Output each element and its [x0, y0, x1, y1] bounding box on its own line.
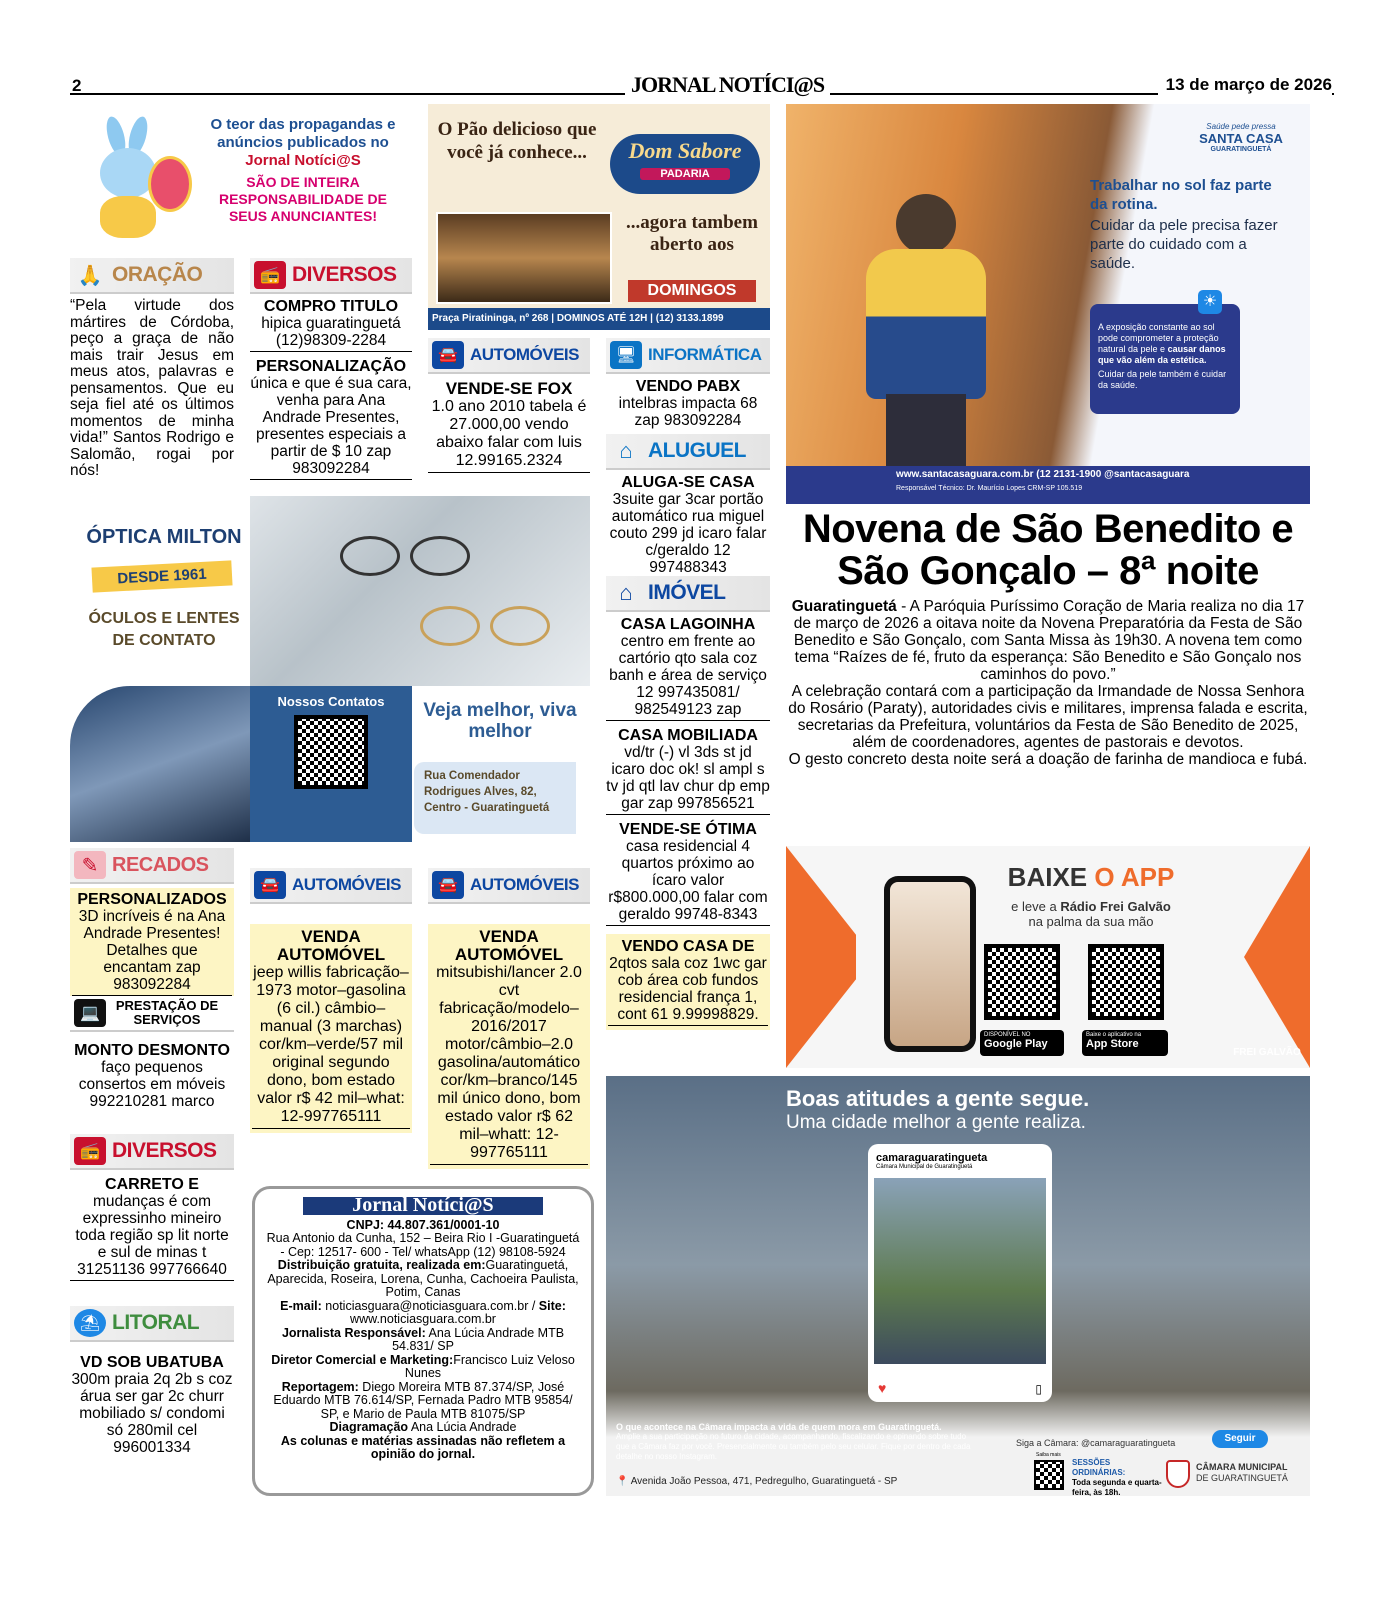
camara-headline: Boas atitudes a gente segue. — [786, 1086, 1090, 1111]
santa-casa-ad — [786, 104, 1310, 504]
optica-qr-code — [294, 715, 368, 789]
frei-galvao-logo: FREI GALVÃO — [1233, 1047, 1301, 1058]
optica-name: ÓPTICA MILTON — [86, 526, 242, 548]
expedient-jr-label: Jornalista Responsável: — [281, 1325, 426, 1340]
automoveis-ad-2-body: jeep willis fabricação–1973 motor–gasolina (6 cil.) câmbio–manual (3 marchas) cor/km–verde/57 mil original segundo dono, bom estado valor r$ 42 mil–what: 12-997765111 — [252, 964, 410, 1129]
camara-address-bar — [606, 1468, 1026, 1496]
car-icon: 🚘 — [432, 341, 464, 369]
litoral-ad — [70, 1354, 234, 1456]
disclaimer-brand: Jornal Notíci@S — [245, 152, 361, 169]
bakery-address: Praça Piratininga, nº 268 | DOMINOS ATÉ 12H | (12) 3133.1899 — [428, 308, 770, 330]
diversos-section-1 — [250, 258, 412, 480]
expedient-dir: Francisco Luiz Veloso Nunes — [404, 1352, 575, 1380]
imovel-ad-3-body: casa residencial 4 quartos próximo ao ícaro valor r$800.000,00 falar com geraldo 99748-8343 — [606, 838, 770, 926]
automoveis-ad-3 — [428, 924, 590, 1169]
automoveis-header-2 — [250, 868, 412, 904]
expedient-address: Rua Antonio da Cunha, 152 – Beira Rio I -Guaratinguetá - Cep: 12517- 600 - Tel/ whatsApp (12) 98108-5924 — [266, 1231, 580, 1259]
informatica-ad-body: intelbras impacta 68 zap 983092284 — [618, 395, 758, 429]
expedient-rep: Diego Moreira MTB 87.374/SP, José Eduardo MTB 76.614/SP, Fernada Padro MTB 95854/ SP, e Mario de Paula MTB 81075/SP — [273, 1379, 573, 1421]
expedient-dir-label: Diretor Comercial e Marketing: — [271, 1352, 454, 1367]
diversos-ad-2-title: PERSONALIZAÇÃO — [255, 358, 407, 375]
santa-casa-headline: Trabalhar no sol faz parte da rotina. — [1090, 177, 1272, 213]
expedient-site: www.noticiasguara.com.br — [350, 1312, 496, 1326]
google-play-small: DISPONÍVEL NO — [984, 1032, 1031, 1038]
santa-casa-slogan: Saúde pede pressa — [1206, 122, 1276, 131]
app-ad-title-a: BAIXE — [1007, 862, 1088, 892]
litoral-ad-body: 300m praia 2q 2b s coz árua ser gar 2c churr mobiliado s/ condomi só 280mil cel 996001334 — [71, 1371, 233, 1456]
automoveis-ad-1 — [428, 380, 590, 473]
santa-casa-footer: www.santacasaguara.com.br (12 2131-1900 @santacasaguara — [896, 469, 1190, 480]
automoveis-ad-2-title: VENDA AUTOMÓVEL — [276, 927, 386, 964]
bakery-name: Dom Sabore — [628, 138, 742, 163]
expedient-dist: Guaratinguetá, Aparecida, Roseira, Lorena, Cunha, Cachoeira Paulista, Potim, Canas — [267, 1258, 579, 1299]
imovel-ad-3-title: VENDE-SE ÓTIMA — [619, 821, 757, 838]
app-ad-line1 — [966, 899, 1216, 914]
diversos-ad-3-title: CARRETO E — [105, 1176, 199, 1193]
imovel-ad-4-title: VENDO CASA DE — [621, 938, 755, 955]
expedient-journalist — [263, 1327, 583, 1354]
automoveis-section-3 — [428, 868, 590, 1169]
prestacao-ad — [70, 1042, 234, 1110]
automoveis-ad-2 — [250, 924, 412, 1133]
prestacao-ad-body: faço pequenos consertos em móveis 992210281 marco — [78, 1059, 226, 1110]
recados-section — [70, 848, 234, 999]
expedient-jr: Ana Lúcia Andrade MTB 54.831/ SP — [392, 1325, 565, 1353]
lenses-photo — [70, 686, 250, 842]
prestacao-section — [70, 996, 234, 1110]
heart-icon[interactable]: ♥ — [878, 1380, 887, 1396]
camara-subhead: Uma cidade melhor a gente realiza. — [786, 1112, 1086, 1133]
santa-casa-box-c: Cuidar da pele também é cuidar da saúde. — [1098, 369, 1227, 390]
diversos-section-2 — [70, 1134, 234, 1281]
bakery-ad — [428, 104, 770, 330]
santa-casa-name: SANTA CASA — [1199, 131, 1283, 146]
camara-saiba: Saiba mais — [1036, 1452, 1061, 1458]
diversos-title-1: DIVERSOS — [292, 263, 397, 286]
optica-since: DESDE 1961 — [91, 560, 232, 592]
expedient-contact — [263, 1300, 583, 1327]
automoveis-title-2: AUTOMÓVEIS — [292, 875, 401, 894]
oracao-body: “Pela virtude dos mártires de Córdoba, peço a graça de não mais trair Jesus em meus atos, palavras e pensamentos. Que eu seja fiel até os últimos momentos de minha vida!” Santos Rodrigo e Salomão, rogai por nós! — [70, 297, 234, 479]
story-paragraph-1 — [786, 598, 1310, 683]
instagram-post-card — [868, 1144, 1052, 1402]
imovel-section — [606, 576, 770, 1030]
pencil-icon: ✎ — [74, 851, 106, 879]
imovel-header — [606, 576, 770, 612]
praying-hands-icon: 🙏 — [77, 264, 103, 287]
expedient-dist-label: Distribuição gratuita, realizada em: — [277, 1258, 486, 1272]
automoveis-header-3 — [428, 868, 590, 904]
aluguel-header — [606, 434, 770, 470]
camara-handle-sub: Câmara Municipal de Guaratinguetá — [876, 1164, 973, 1170]
camara-sessions-label: SESSÕES ORDINÁRIAS: — [1072, 1458, 1126, 1477]
expedient-distribution — [263, 1259, 583, 1300]
imovel-ad-1-title: CASA LAGOINHA — [620, 616, 756, 633]
optica-contact-panel — [250, 686, 412, 842]
masthead: JORNAL NOTÍCI@S — [625, 72, 830, 98]
story-paragraph-2: A celebração contará com a participação da Irmandade de Nossa Senhora do Rosário (Paraty), autoridades civis e militares, imprensa falada e escrita, secretarias da Prefeitura, voluntários da Festa de São Benedito de 2025, além de coordenadores, agentes de pastorais e devotos. — [788, 683, 1308, 751]
radio-icon: 📻 — [254, 261, 286, 289]
optica-slogan: Veja melhor, viva melhor — [423, 700, 577, 742]
radio-app-ad — [786, 846, 1310, 1068]
informatica-ad-title: VENDO PABX — [635, 378, 741, 395]
diversos-ad-2 — [250, 358, 412, 480]
recados-header — [70, 848, 234, 884]
expedient-diag-label: Diagramação — [329, 1420, 409, 1434]
aluguel-title: ALUGUEL — [648, 439, 746, 462]
recados-ad-title: PERSONALIZADOS — [77, 891, 227, 908]
google-play-qr-code — [984, 944, 1060, 1020]
camara-org: CÂMARA MUNICIPAL — [1196, 1462, 1288, 1472]
couple-photo — [874, 1178, 1046, 1364]
santa-casa-info-box — [1090, 304, 1240, 414]
disclaimer-ad — [70, 104, 410, 249]
issue-date: 13 de março de 2026 — [1158, 75, 1332, 95]
camara-body: Amplie a sua participação no futuro da cidade, acompanhando, fiscalizando e opinando sobre tudo que a Câmara faz por você. Presencialmente ou também pelo seu celular. Fique por dentro de cada detalhe no nosso Instagram. — [616, 1432, 971, 1461]
camara-body-bold: O que acontece na Câmara impacta a vida de quem mora em Guaratinguetá. — [616, 1422, 942, 1432]
automoveis-title-1: AUTOMÓVEIS — [470, 345, 579, 364]
expedient-email-label: E-mail: — [280, 1298, 322, 1313]
page-number: 2 — [72, 76, 82, 95]
imovel-ad-4 — [606, 934, 770, 1030]
expedient-layout — [263, 1421, 583, 1435]
imovel-ad-1 — [606, 616, 770, 721]
automoveis-header-1 — [428, 338, 590, 374]
imovel-ad-2-body: vd/tr (-) vl 3ds st jd icaro doc ok! sl ampl s tv jd qtl lav chur dp emp gar zap 997856521 — [606, 744, 770, 815]
app-ad-line1-b: Rádio Frei Galvão — [1060, 899, 1171, 914]
automoveis-section-2 — [250, 868, 412, 1133]
diversos-ad-1-body: hipica guaratinguetá (12)98309-2284 — [250, 315, 412, 352]
expedient-disclaimer: As colunas e matérias assinadas não refletem a opinião do jornal. — [280, 1433, 566, 1461]
app-store-label: App Store — [1086, 1038, 1139, 1050]
house-icon: ⌂ — [619, 438, 633, 463]
prestacao-title: PRESTAÇÃO DE SERVIÇOS — [115, 998, 219, 1027]
phone-mockup — [884, 876, 976, 1052]
glasses-photo — [250, 496, 590, 686]
app-store-small: Baixe o aplicativo na — [1086, 1032, 1142, 1038]
oracao-section — [70, 258, 234, 480]
camara-follow: Siga a Câmara: @camaraguaratingueta — [1016, 1438, 1176, 1448]
imovel-ad-3 — [606, 821, 770, 926]
bakery-tagline: O Pão delicioso que você já conhece... — [437, 119, 597, 163]
bakery-type: PADARIA — [640, 168, 730, 180]
litoral-title: LITORAL — [112, 1311, 200, 1334]
automoveis-ad-1-body: 1.0 ano 2010 tabela é 27.000,00 vendo abaixo falar com luis 12.99165.2324 — [428, 398, 590, 473]
news-story — [786, 508, 1310, 768]
informatica-ad — [606, 378, 770, 429]
aluguel-ad — [606, 474, 770, 579]
santa-casa-box-b: causar danos que vão além da estética. — [1098, 344, 1226, 365]
beach-umbrella-icon: ⛱ — [74, 1309, 106, 1337]
camara-address: Avenida João Pessoa, 471, Pedregulho, Guaratinguetá - SP — [630, 1476, 898, 1487]
google-play-badge[interactable] — [980, 1030, 1064, 1056]
expedient-rep-label: Reportagem: — [281, 1379, 359, 1394]
optica-contacts-label: Nossos Contatos — [277, 694, 385, 709]
story-dateline: Guaratinguetá — [791, 598, 897, 615]
expedient-logo: Jornal Notíci@S — [303, 1197, 543, 1215]
laptop-worker-icon: 💻 — [74, 999, 106, 1027]
app-ad-title — [966, 862, 1216, 893]
google-play-label: Google Play — [984, 1038, 1048, 1050]
expedient-diag: Ana Lúcia Andrade — [408, 1420, 517, 1434]
optica-address: Rua Comendador Rodrigues Alves, 82, Centro - Guaratinguetá — [414, 762, 576, 834]
app-store-qr-code — [1088, 944, 1164, 1020]
imovel-ad-1-body: centro em frente ao cartório qto sala coz banh e área de serviço 12 997435081/ 982549123 zap — [606, 633, 770, 721]
santa-casa-responsible: Responsável Técnico: Dr. Maurício Lopes CRM-SP 105.519 — [896, 485, 1083, 492]
imovel-title: IMÓVEL — [648, 581, 726, 604]
camara-sessions: Toda segunda e quarta-feira, às 18h. — [1072, 1478, 1162, 1496]
expedient-site-label: Site: — [538, 1298, 566, 1313]
recados-title: RECADOS — [112, 853, 209, 876]
house-icon: ⌂ — [619, 580, 633, 605]
informatica-section — [606, 338, 770, 429]
automoveis-ad-3-title: VENDA AUTOMÓVEL — [454, 927, 564, 964]
optica-products: ÓCULOS E LENTES DE CONTATO — [88, 610, 240, 649]
oracao-title: ORAÇÃO — [112, 263, 203, 286]
santa-casa-box-a: A exposição constante ao sol pode comprometer a proteção natural da pele e — [1098, 322, 1219, 354]
camara-ad — [606, 1076, 1310, 1496]
story-paragraph-3: O gesto concreto desta noite será a doação de farinha de mandioca e fubá. — [788, 751, 1308, 768]
sun-icon: ☀ — [1198, 290, 1222, 314]
diversos-header-1 — [250, 258, 412, 294]
recados-ad-body: 3D incríveis é na Ana Andrade Presentes! Detalhes que encantam zap 983092284 — [72, 908, 232, 996]
bakery-days: DOMINGOS — [628, 280, 756, 302]
camara-org-city: DE GUARATINGUETÁ — [1196, 1473, 1288, 1483]
litoral-ad-title: VD SOB UBATUBA — [80, 1354, 224, 1371]
aluguel-ad-title: ALUGA-SE CASA — [621, 474, 755, 491]
expedient-box — [252, 1186, 594, 1496]
app-ad-line1-a: e leve a — [1011, 899, 1057, 914]
camara-qr-code — [1034, 1460, 1064, 1490]
bakery-now-open: ...agora tambem aberto aos — [626, 212, 758, 255]
camara-follow-button[interactable]: Seguir — [1212, 1430, 1268, 1448]
story-title: Novena de São Benedito e São Gonçalo – 8ª noite — [802, 507, 1294, 593]
disclaimer-line2: SÃO DE INTEIRA RESPONSABILIDADE DE SEUS ANUNCIANTES! — [218, 174, 388, 224]
diversos-ad-1-title: COMPRO TITULO — [263, 298, 399, 315]
cyclist-photo — [846, 194, 1006, 494]
santa-casa-subhead: Cuidar da pele precisa fazer parte do cuidado com a saúde. — [1090, 217, 1278, 272]
litoral-section — [70, 1306, 234, 1456]
recados-ad — [70, 888, 234, 999]
informatica-title: INFORMÁTICA — [648, 345, 762, 364]
bakery-photo — [436, 212, 612, 304]
car-icon: 🚘 — [432, 871, 464, 899]
optica-ad — [70, 496, 590, 842]
diversos-ad-1 — [250, 298, 412, 352]
expedient-email: noticiasguara@noticiasguara.com.br / — [321, 1298, 539, 1313]
imovel-ad-2 — [606, 727, 770, 815]
diversos-ad-3-body: mudanças é com expressinho mineiro toda região sp lit norte e sul de minas t 31251136 997766640 — [70, 1193, 234, 1281]
diversos-ad-3 — [70, 1176, 234, 1281]
expedient-director — [263, 1354, 583, 1381]
aluguel-ad-body: 3suite gar 3car portão automático rua miguel couto 299 jd icaro falar c/geraldo 12 997488343 — [606, 491, 770, 579]
automoveis-section-1 — [428, 338, 590, 473]
automoveis-title-3: AUTOMÓVEIS — [470, 875, 579, 894]
monitor-icon: 🖥 — [610, 341, 642, 369]
app-store-badge[interactable] — [1082, 1030, 1168, 1056]
diversos-header-2 — [70, 1134, 234, 1170]
oracao-header — [70, 258, 234, 294]
app-ad-title-b: O APP — [1094, 862, 1175, 892]
location-pin-icon: 📍 — [616, 1476, 629, 1487]
automoveis-ad-1-title: VENDE-SE FOX — [445, 379, 573, 398]
automoveis-ad-3-body: mitsubishi/lancer 2.0 cvt fabricação/modelo–2016/2017 motor/câmbio–2.0 gasolina/automático cor/km–branco/145 mil único dono, bom estado valor r$ 62 mil–whatt: 12-997765111 — [430, 964, 588, 1165]
imovel-ad-2-title: CASA MOBILIADA — [618, 727, 758, 744]
disclaimer-line1: O teor das propagandas e anúncios publicados no — [210, 116, 396, 151]
santa-casa-city: GUARATINGUETÁ — [1210, 146, 1272, 153]
litoral-header — [70, 1306, 234, 1342]
aluguel-section — [606, 434, 770, 579]
expedient-reporting — [263, 1381, 583, 1422]
imovel-ad-4-body: 2qtos sala coz 1wc gar cob área cob fundos residencial frança 1, cont 61 9.99998829. — [608, 955, 768, 1026]
bunny-illustration — [78, 116, 193, 241]
camara-handle: camaraguaratingueta — [876, 1152, 988, 1164]
camara-crest-icon — [1166, 1460, 1190, 1488]
radio-icon: 📻 — [74, 1137, 106, 1165]
prestacao-header — [70, 996, 234, 1032]
story-p1: - A Paróquia Puríssimo Coração de Maria realiza no dia 17 de março de 2026 a oitava noite da Novena Preparatória da Festa de São Benedito e São Gonçalo, com Santa Missa às 19h30. A novena tem como tema “Raízes de fé, fruto da esperança: São Benedito e São Gonçalo nos caminhos do povo.” — [793, 598, 1305, 683]
bookmark-icon[interactable]: ▯ — [1035, 1382, 1042, 1396]
app-ad-line2: na palma da sua mão — [1028, 914, 1154, 929]
prestacao-ad-title: MONTO DESMONTO — [74, 1042, 230, 1059]
expedient-cnpj: CNPJ: 44.807.361/0001-10 — [346, 1217, 500, 1232]
car-icon: 🚘 — [254, 871, 286, 899]
story-body — [786, 598, 1310, 768]
diversos-title-2: DIVERSOS — [112, 1139, 217, 1162]
informatica-header — [606, 338, 770, 374]
diversos-ad-2-body: única e que é sua cara, venha para Ana Andrade Presentes, presentes especiais a partir de $ 10 zap 983092284 — [250, 375, 412, 480]
